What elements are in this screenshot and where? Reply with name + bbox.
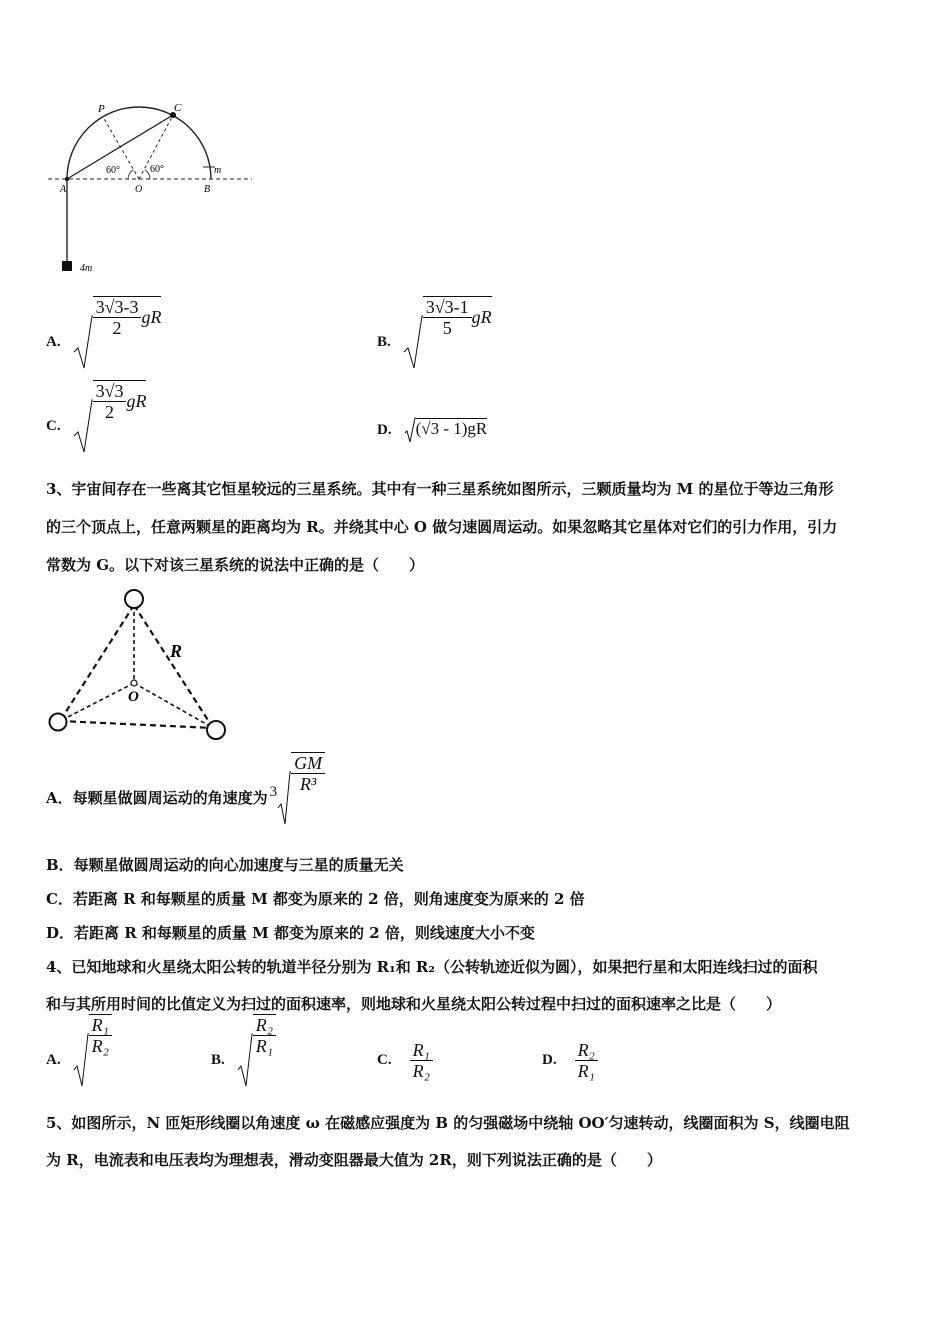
star-left — [50, 714, 67, 731]
q3-option-A[interactable]: A．每颗星做圆周运动的角速度为 3 $\frac{GM}{\text{R³}}$ — [46, 768, 325, 828]
q3-option-C[interactable]: C．若距离 R 和每颗星的质量 M 都变为原来的 2 倍，则角速度变为原来的 2 倍 — [46, 890, 585, 908]
sqrt-sign-icon — [73, 1032, 89, 1088]
label-O: O — [128, 689, 139, 705]
q4-option-C[interactable]: C. $\frac{\text{R₁}}{\text{R₂}}$ — [377, 1030, 433, 1090]
q4-option-A[interactable]: A. $\frac{\text{R₁}}{\text{R₂}}$ — [46, 1030, 112, 1090]
three-star-figure — [40, 585, 240, 745]
sqrt-sign-icon — [73, 398, 93, 454]
weight-block — [62, 261, 72, 271]
q4-line-1: 4、已知地球和火星绕太阳公转的轨道半径分别为 R₁和 R₂（公转轨迹近似为圆），如果把行星和太阳连线扫过的面积 — [46, 958, 818, 976]
label-angle-right: 60° — [150, 164, 164, 175]
star-right — [207, 721, 225, 739]
q3-line-2: 的三个顶点上，任意两颗星的距离均为 R。并绕其中心 O 做匀速圆周运动。如果忽略其它星体对它们的引力作用，引力 — [46, 518, 838, 536]
q2-option-A[interactable]: A. $\frac{3√3-3}{2}$ gR — [46, 312, 161, 372]
q3-line-1: 3、宇宙间存在一些离其它恒星较远的三星系统。其中有一种三星系统如图所示，三颗质量均为 M 的星位于等边三角形 — [46, 480, 834, 498]
option-label: B. — [377, 333, 391, 350]
option-label: D. — [377, 421, 392, 438]
label-A: A — [60, 184, 67, 195]
label-P: P — [98, 103, 105, 115]
q4-option-B[interactable]: B. $\frac{\text{R₂}}{\text{R₁}}$ — [211, 1030, 276, 1090]
label-m: m — [214, 165, 222, 176]
q5-line-2: 为 R，电流表和电压表均为理想表，滑动变阻器最大值为 2R，则下列说法正确的是（ ） — [46, 1151, 662, 1169]
label-angle-left: 60° — [106, 165, 120, 176]
label-O: O — [135, 184, 143, 195]
label-weight: 4m — [80, 263, 93, 274]
label-R: R — [170, 641, 183, 661]
label-C: C — [174, 102, 182, 114]
q3-option-D[interactable]: D．若距离 R 和每颗星的质量 M 都变为原来的 2 倍，则线速度大小不变 — [46, 924, 535, 942]
q4-line-2: 和与其所用时间的比值定义为扫过的面积速率，则地球和火星绕太阳公转过程中扫过的面积速率之比是（ ） — [46, 995, 782, 1013]
sqrt-sign-icon — [237, 1032, 253, 1088]
sqrt-sign-icon — [403, 314, 423, 370]
q2-option-B[interactable]: B. $\frac{3√3-1}{5}$ gR — [377, 312, 492, 372]
q3-line-3: 常数为 G。以下对该三星系统的说法中正确的是（ ） — [46, 556, 425, 574]
center-O — [131, 680, 137, 686]
option-label: C. — [46, 417, 61, 434]
q2-option-C[interactable]: C. $\frac{3√3}{2}$ gR — [46, 396, 146, 456]
option-label: A. — [46, 333, 61, 350]
label-B: B — [204, 184, 211, 195]
q3-option-B[interactable]: B．每颗星做圆周运动的向心加速度与三星的质量无关 — [46, 856, 404, 874]
sqrt-sign-icon — [73, 314, 93, 370]
star-top — [125, 590, 143, 608]
sqrt-sign-icon — [404, 417, 416, 443]
sqrt-sign-icon — [277, 770, 291, 826]
semicircle-arc — [67, 107, 211, 179]
semicircle-figure — [40, 95, 270, 285]
q5-line-1: 5、如图所示，N 匝矩形线圈以角速度 ω 在磁感应强度为 B 的匀强磁场中绕轴 OO′匀速转动，线圈面积为 S，线圈电阻 — [46, 1114, 850, 1132]
q4-option-D[interactable]: D. $\frac{\text{R₂}}{\text{R₁}}$ — [542, 1030, 598, 1090]
q2-option-D[interactable]: D. (√3 - 1)gR — [377, 412, 487, 448]
